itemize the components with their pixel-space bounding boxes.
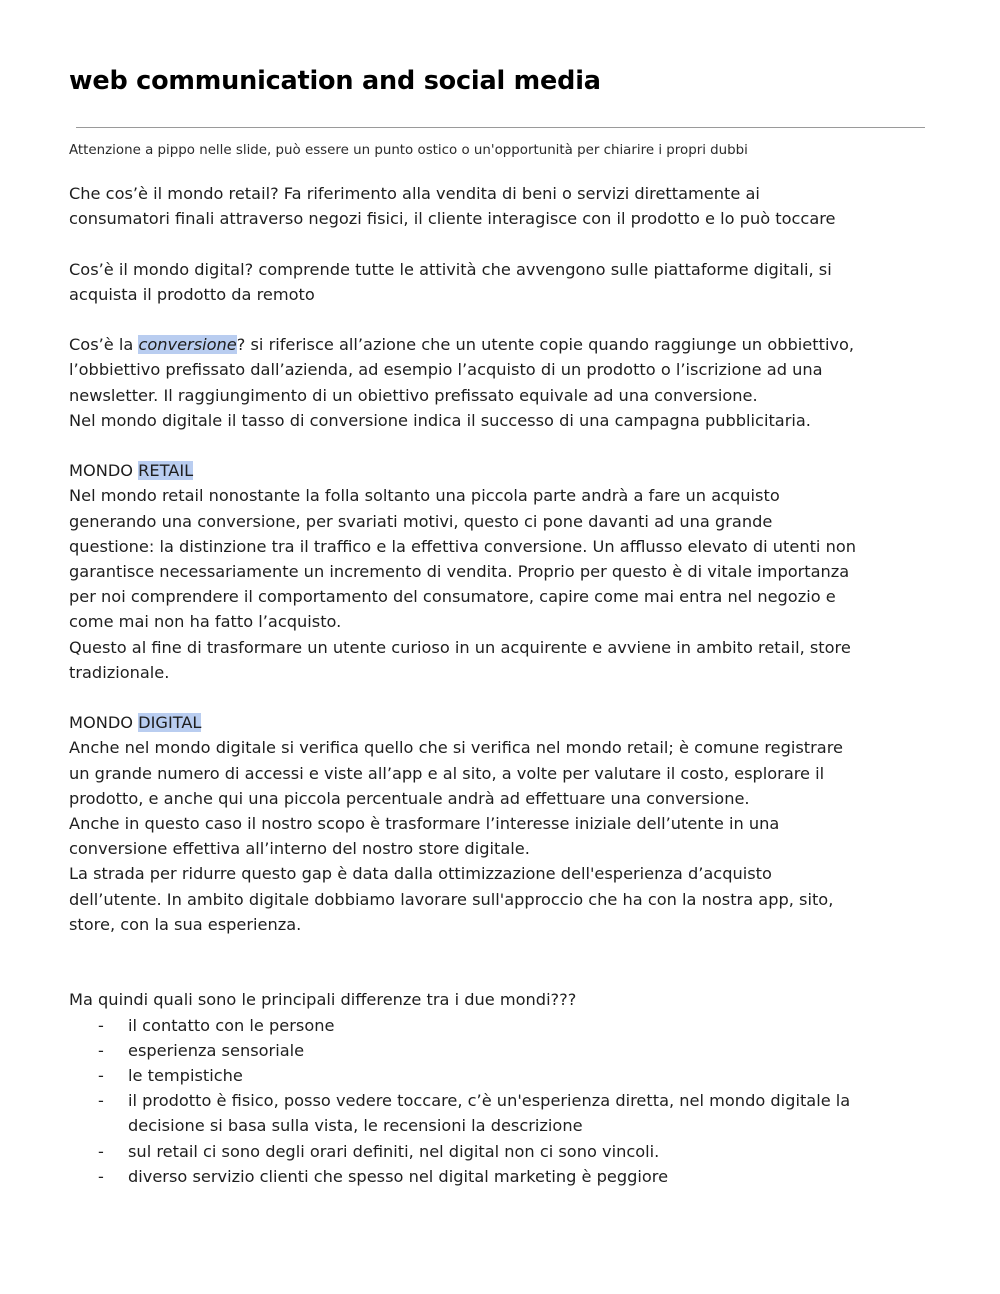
paragraph-line: Nel mondo digitale il tasso di conversione indica il successo di una campagna pubblicitaria. (69, 410, 811, 430)
heading-prefix: MONDO (69, 713, 139, 733)
paragraph-line: conversione effettiva all’interno del nostro store digitale. (69, 839, 530, 859)
bullet-dash: - (98, 1040, 104, 1060)
paragraph-line: l’obbiettivo prefissato dall’azienda, ad esempio l’acquisto di un prodotto o l’iscrizione ad una (69, 360, 823, 380)
list-item-text: esperienza sensoriale (128, 1040, 305, 1060)
digital-intro-paragraph (69, 257, 934, 307)
paragraph-line: La strada per ridurre questo gap è data dalla ottimizzazione dell'esperienza d’acquisto (69, 864, 772, 884)
list-item-text: diverso servizio clienti che spesso nel digital marketing è peggiore (128, 1166, 669, 1186)
document-title: web communication and social media (69, 66, 601, 96)
paragraph-line: dell’utente. In ambito digitale dobbiamo lavorare sull'approccio che ha con la nostra app, sito, (69, 889, 834, 909)
paragraph-line: questione: la distinzione tra il traffico e la effettiva conversione. Un afflusso elevato di utenti non (69, 536, 856, 556)
list-item (69, 1063, 934, 1088)
paragraph-line: Anche in questo caso il nostro scopo è trasformare l’interesse iniziale dell’utente in una (69, 814, 780, 834)
list-item-text: il contatto con le persone (128, 1015, 335, 1035)
list-item (69, 1088, 934, 1138)
conversion-paragraph (69, 332, 934, 433)
list-item-text: il prodotto è fisico, posso vedere toccare, c’è un'esperienza diretta, nel mondo digitale la (128, 1091, 851, 1111)
horizontal-divider (76, 127, 925, 128)
paragraph-line: garantisce necessariamente un incremento di vendita. Proprio per questo è di vitale importanza (69, 562, 850, 581)
differences-question: Ma quindi quali sono le principali differenze tra i due mondi??? (69, 990, 577, 1010)
conversion-line1-rest: ? si riferisce all’azione che un utente copie quando raggiunge un obbiettivo, (236, 335, 855, 355)
section-heading-digital (69, 710, 934, 735)
document-body (69, 181, 934, 1189)
bullet-dash: - (98, 1091, 104, 1111)
retail-highlight: RETAIL (138, 461, 194, 481)
paragraph-line: prodotto, e anche qui una piccola percentuale andrà ad effettuare una conversione. (69, 788, 750, 808)
list-item-text: sul retail ci sono degli orari definiti, nel digital non ci sono vincoli. (128, 1141, 660, 1161)
paragraph-line: acquista il prodotto da remoto (69, 284, 315, 304)
paragraph-line: store, con la sua esperienza. (69, 914, 302, 934)
paragraph-line (69, 332, 934, 357)
paragraph-line: Che cos’è il mondo retail? Fa riferimento alla vendita di beni o servizi direttamente ai (69, 184, 760, 203)
list-item (69, 1038, 934, 1063)
paragraph-line: Anche nel mondo digitale si verifica quello che si verifica nel mondo retail; è comune registrare (69, 738, 843, 758)
list-item (69, 1164, 934, 1189)
paragraph-line: un grande numero di accessi e viste all’app e al sito, a volte per valutare il costo, esplorare il (69, 763, 825, 783)
conversion-prefix: Cos’è la (69, 335, 139, 355)
paragraph-line: Cos’è il mondo digital? comprende tutte le attività che avvengono sulle piattaforme digitali, si (69, 259, 832, 279)
section-heading-retail (69, 458, 934, 483)
paragraph-line: tradizionale. (69, 662, 170, 682)
list-item (69, 1139, 934, 1164)
list-item (69, 1013, 934, 1038)
bullet-dash: - (98, 1066, 104, 1086)
heading-prefix: MONDO (69, 461, 139, 481)
retail-section (69, 458, 934, 685)
digital-section (69, 710, 934, 937)
paragraph-line: Nel mondo retail nonostante la folla soltanto una piccola parte andrà a fare un acquisto (69, 486, 780, 506)
bullet-dash: - (98, 1141, 104, 1161)
paragraph-line: consumatori finali attraverso negozi fisici, il cliente interagisce con il prodotto e lo può toccare (69, 209, 836, 229)
list-item-text-continued: decisione si basa sulla vista, le recensioni la descrizione (128, 1116, 583, 1136)
conversione-highlight: conversione (138, 335, 237, 355)
paragraph-line: generando una conversione, per svariati motivi, questo ci pone davanti ad una grande (69, 511, 773, 531)
paragraph-line: Questo al fine di trasformare un utente curioso in un acquirente e avviene in ambito retail, store (69, 637, 851, 657)
differences-list (69, 1013, 934, 1189)
differences-section (69, 987, 934, 1189)
bullet-dash: - (98, 1015, 104, 1035)
paragraph-line: come mai non ha fatto l’acquisto. (69, 612, 342, 632)
bullet-dash: - (98, 1166, 104, 1186)
paragraph-line: newsletter. Il raggiungimento di un obiettivo prefissato equivale ad una conversione. (69, 385, 758, 405)
list-item-text: le tempistiche (128, 1066, 243, 1086)
digital-highlight: DIGITAL (138, 713, 202, 733)
retail-intro-paragraph (69, 181, 934, 231)
paragraph-line: per noi comprendere il comportamento del consumatore, capire come mai entra nel negozio e (69, 587, 836, 607)
subtitle-note: Attenzione a pippo nelle slide, può essere un punto ostico o un'opportunità per chiarire i propri dubbi (69, 143, 748, 158)
